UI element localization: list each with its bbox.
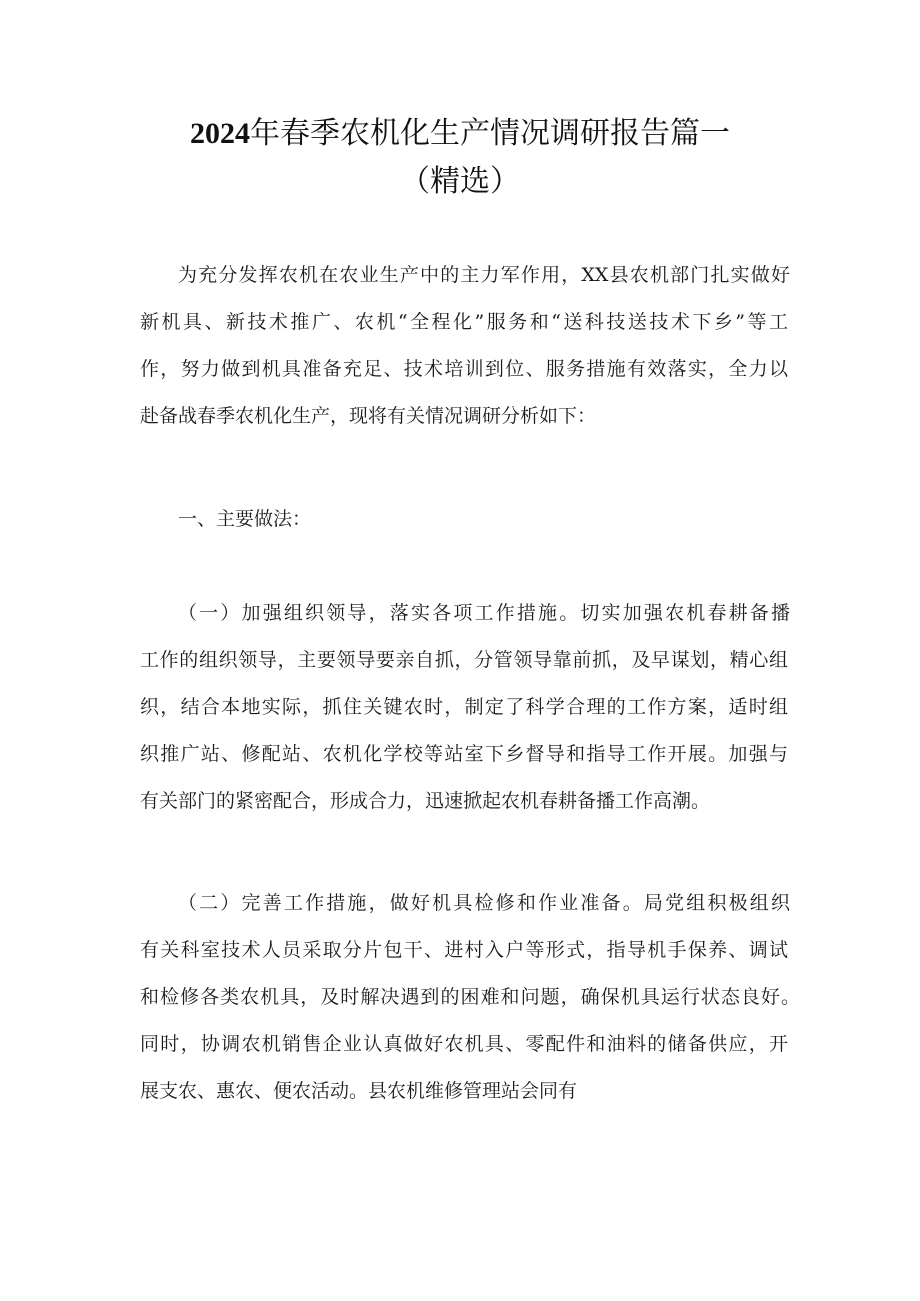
para2-line-5: 展支农、惠农、便农活动。县农机维修管理站会同有 (140, 1080, 578, 1102)
para2-line-3: 和检修各类农机具，及时解决遇到的困难和问题，确保机具运行状态良好。 (140, 986, 800, 1008)
title-text: 年春季农机化生产情况调研报告篇一 (250, 116, 730, 151)
intro-line-1: 为充分发挥农机在农业生产中的主力军作用，XX县农机部门扎实做好 (178, 264, 790, 286)
para1-line-3: 织，结合本地实际，抓住关键农时，制定了科学合理的工作方案，适时组 (140, 696, 788, 718)
title-year: 2024 (190, 117, 250, 150)
para1-line-5: 有关部门的紧密配合，形成合力，迅速掀起农机春耕备播工作高潮。 (140, 790, 711, 812)
para1-line-4: 织推广站、修配站、农机化学校等站室下乡督导和指导工作开展。加强与 (140, 743, 788, 765)
section-heading: 一、主要做法： (178, 508, 312, 530)
para1-line-2: 工作的组织领导，主要领导要亲自抓，分管领导靠前抓，及早谋划，精心组 (140, 649, 788, 671)
intro-line-3: 作，努力做到机具准备充足、技术培训到位、服务措施有效落实，全力以 (140, 358, 788, 380)
para2-line-4: 同时，协调农机销售企业认真做好农机具、零配件和油料的储备供应，开 (140, 1033, 788, 1055)
para2-line-1: （二）完善工作措施，做好机具检修和作业准备。局党组积极组织 (178, 892, 790, 914)
para1-line-1: （一）加强组织领导，落实各项工作措施。切实加强农机春耕备播 (178, 602, 790, 624)
document-title (0, 112, 920, 156)
document-subtitle: （精选） (400, 164, 520, 199)
intro-line-2: 新机具、新技术推广、农机“全程化”服务和“送科技送技术下乡”等工 (140, 311, 788, 333)
para2-line-2: 有关科室技术人员采取分片包干、进村入户等形式，指导机手保养、调试 (140, 939, 788, 961)
intro-line-4: 赴备战春季农机化生产，现将有关情况调研分析如下： (140, 405, 597, 427)
